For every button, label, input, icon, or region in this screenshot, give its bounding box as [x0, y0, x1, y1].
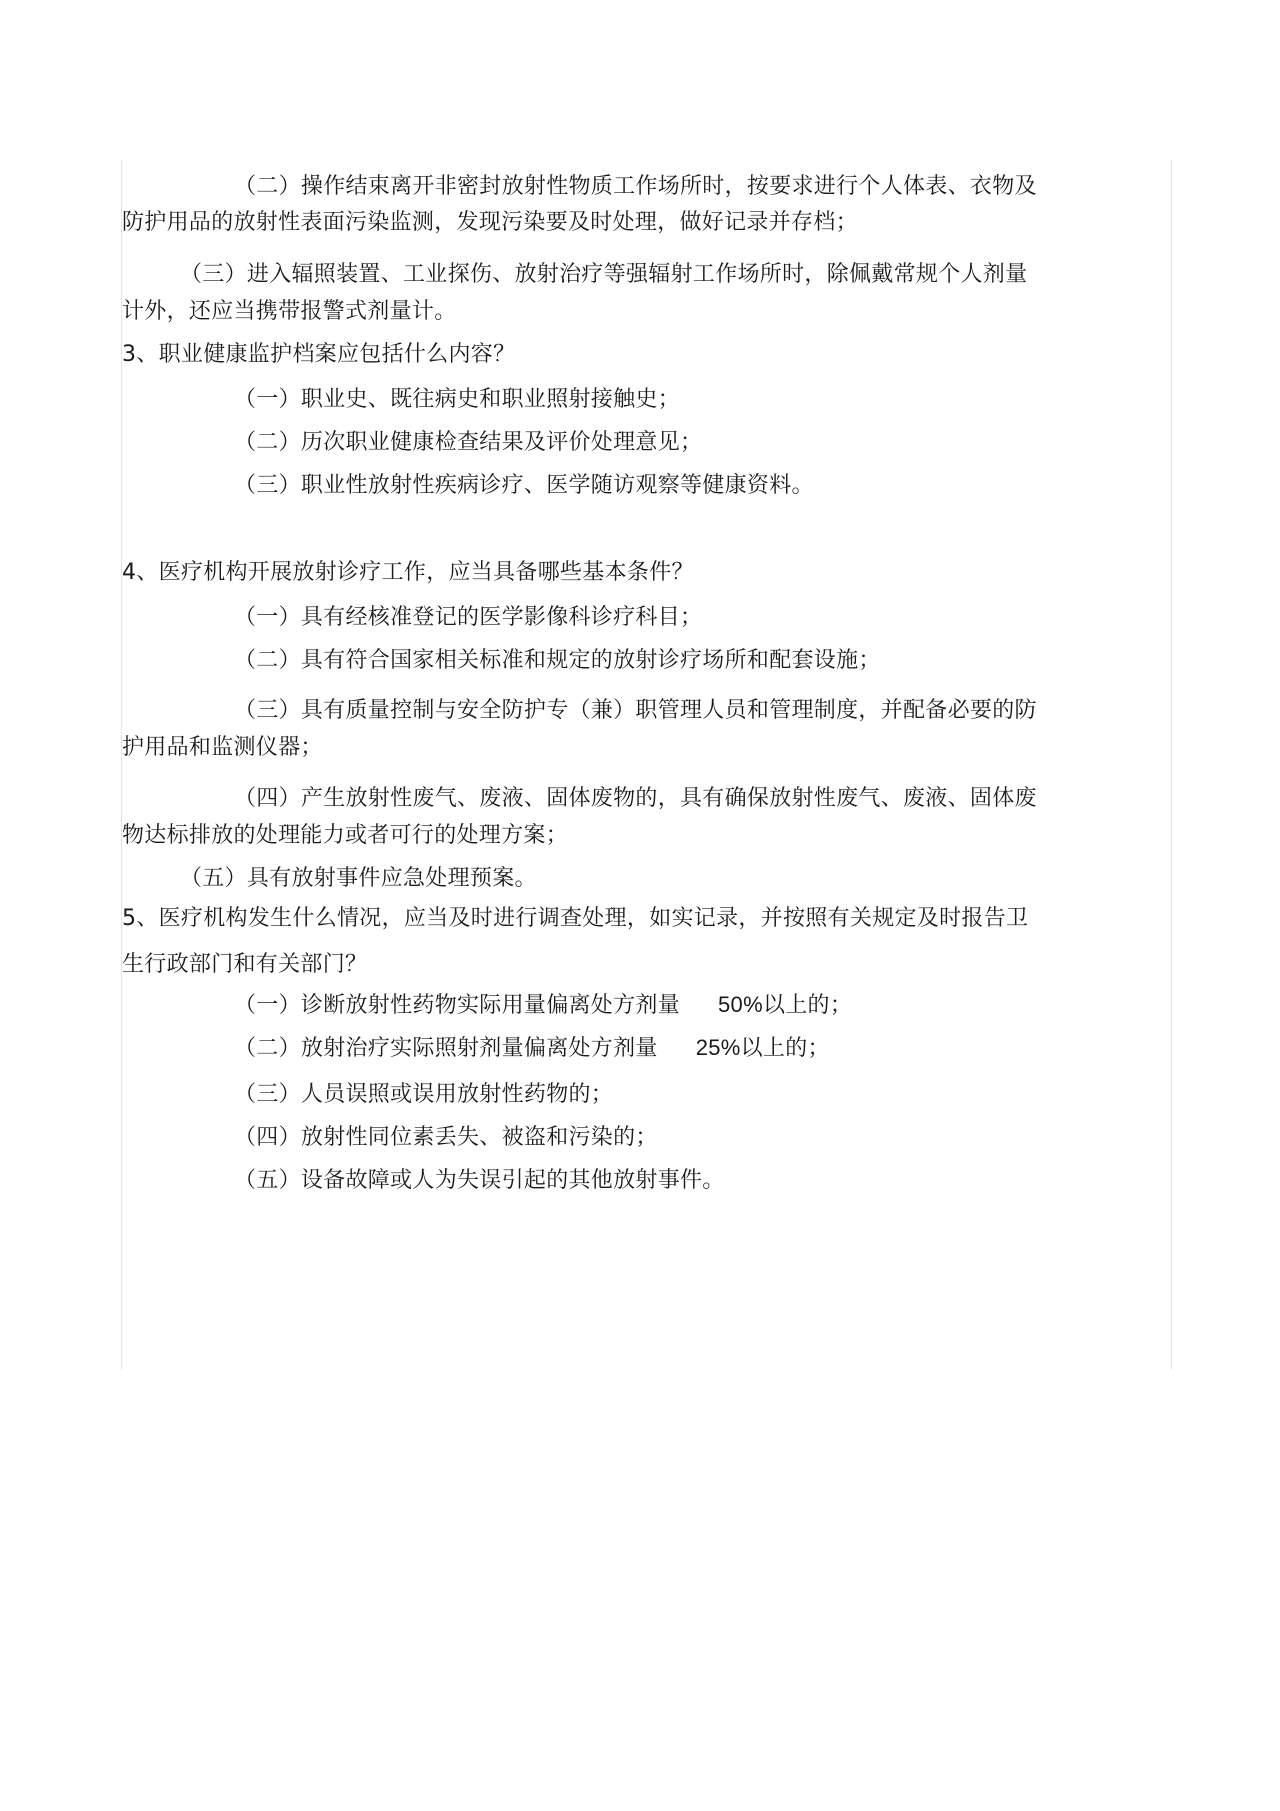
list-item: （一）职业史、既往病史和职业照射接触史； [234, 387, 681, 412]
paragraph-line: （二）操作结束离开非密封放射性物质工作场所时，按要求进行个人体表、衣物及 [234, 174, 1037, 199]
right-margin-rule [1171, 160, 1172, 1370]
list-item: （三）具有质量控制与安全防护专（兼）职管理人员和管理制度，并配备必要的防 [234, 698, 1037, 723]
list-item: （二）历次职业健康检查结果及评价处理意见； [234, 430, 703, 455]
question-heading: 4、医疗机构开展放射诊疗工作，应当具备哪些基本条件？ [122, 560, 694, 585]
list-item-continuation: 护用品和监测仪器； [122, 735, 323, 760]
paragraph-line: 防护用品的放射性表面污染监测，发现污染要及时处理，做好记录并存档； [122, 210, 858, 235]
list-item-threshold: 50%以上的； [718, 992, 853, 1017]
list-item: （一）具有经核准登记的医学影像科诊疗科目； [234, 605, 703, 630]
list-item: （二）具有符合国家相关标准和规定的放射诊疗场所和配套设施； [234, 648, 881, 673]
question-heading: 3、职业健康监护档案应包括什么内容？ [122, 342, 516, 367]
list-item-continuation: 物达标排放的处理能力或者可行的处理方案； [122, 823, 569, 848]
list-item-threshold: 25%以上的； [695, 1035, 830, 1060]
list-item: （四）产生放射性废气、废液、固体废物的，具有确保放射性废气、废液、固体废 [234, 786, 1037, 811]
paragraph-line: （三）进入辐照装置、工业探伤、放射治疗等强辐射工作场所时，除佩戴常规个人剂量 [180, 262, 1028, 287]
paragraph-line: 计外，还应当携带报警式剂量计。 [122, 299, 457, 324]
list-item: （三）人员误照或误用放射性药物的； [234, 1082, 614, 1107]
question-heading: 5、医疗机构发生什么情况，应当及时进行调查处理，如实记录，并按照有关规定及时报告卫 [122, 906, 1029, 931]
list-item: （五）设备故障或人为失误引起的其他放射事件。 [234, 1168, 725, 1193]
list-item-text: （二）放射治疗实际照射剂量偏离处方剂量 [234, 1036, 658, 1061]
list-item [234, 990, 852, 1021]
list-item [234, 1033, 830, 1064]
list-item: （三）职业性放射性疾病诊疗、医学随访观察等健康资料。 [234, 473, 814, 498]
list-item: （四）放射性同位素丢失、被盗和污染的； [234, 1125, 658, 1150]
question-heading-continuation: 生行政部门和有关部门？ [122, 952, 368, 977]
list-item: （五）具有放射事件应急处理预案。 [180, 866, 537, 891]
list-item-text: （一）诊断放射性药物实际用量偏离处方剂量 [234, 993, 681, 1018]
